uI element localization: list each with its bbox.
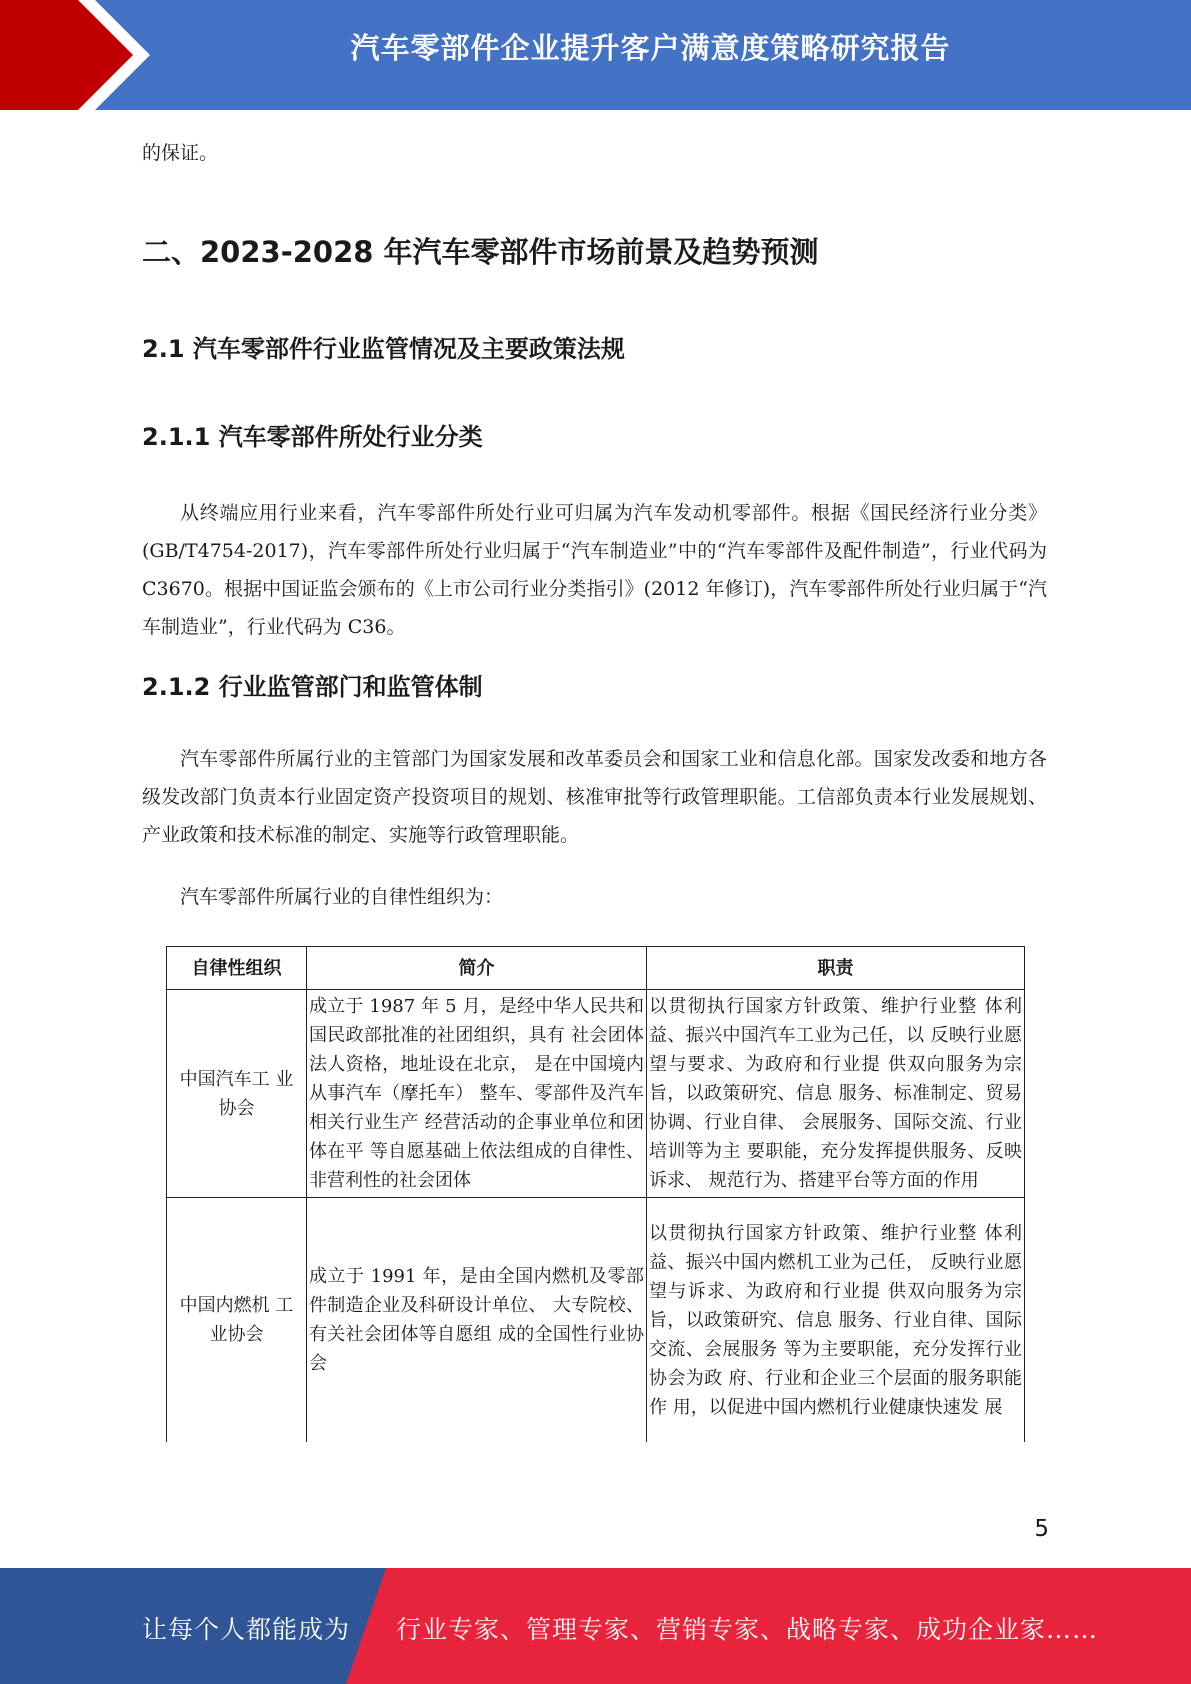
page-header bbox=[0, 0, 1191, 110]
table-row bbox=[167, 1198, 1025, 1443]
org-name-cell: 中国内燃机 工业协会 bbox=[167, 1198, 307, 1443]
footer-slogan-left: 让每个人都能成为 bbox=[142, 1615, 351, 1644]
self-regulatory-org-table bbox=[166, 946, 1025, 1442]
column-header-org: 自律性组织 bbox=[167, 947, 307, 990]
page-footer bbox=[0, 1568, 1191, 1684]
page-content bbox=[142, 134, 1047, 916]
org-name-cell: 中国汽车工 业协会 bbox=[167, 990, 307, 1198]
paragraph-regulation: 汽车零部件所属行业的主管部门为国家发展和改革委员会和国家工业和信息化部。国家发改委和地方各级发改部门负责本行业固定资产投资项目的规划、核准审批等行政管理职能。工信部负责本行业发展规划、产业政策和技术标准的制定、实施等行政管理职能。 bbox=[142, 748, 1047, 846]
org-duty-cell: 以贯彻执行国家方针政策、维护行业整 体利益、振兴中国汽车工业为己任，以 反映行业愿望与要求、为政府和行业提 供双向服务为宗旨，以政策研究、信息 服务、标准制定、贸易协调、行业自律、 会展服务、国际交流、行业培训等为主 要职能，充分发挥提供服务、反映诉求、 规范行为、搭建平台等方面的作用 bbox=[647, 990, 1025, 1198]
section-heading: 2.1 汽车零部件行业监管情况及主要政策法规 bbox=[142, 335, 625, 363]
continuation-text: 的保证。 bbox=[142, 142, 219, 164]
header-arrow-decoration bbox=[0, 0, 160, 110]
chapter-heading: 二、2023-2028 年汽车零部件市场前景及趋势预测 bbox=[142, 235, 819, 269]
column-header-intro: 简介 bbox=[307, 947, 647, 990]
table-row bbox=[167, 990, 1025, 1198]
footer-slogan-right: 行业专家、管理专家、营销专家、战略专家、成功企业家…… bbox=[396, 1615, 1099, 1644]
paragraph-classification: 从终端应用行业来看，汽车零部件所处行业可归属为汽车发动机零部件。根据《国民经济行业分类》(GB/T4754-2017)，汽车零部件所处行业归属于“汽车制造业”中的“汽车零部件及配件制造”，行业代码为 C3670。根据中国证监会颁布的《上市公司行业分类指引》(2012 年修订)，汽车零部件所处行业归属于“汽车制造业”，行业代码为 C36。 bbox=[142, 502, 1047, 638]
paragraph-self-regulatory-intro: 汽车零部件所属行业的自律性组织为： bbox=[180, 886, 504, 908]
report-title: 汽车零部件企业提升客户满意度策略研究报告 bbox=[350, 31, 951, 65]
column-header-duty: 职责 bbox=[647, 947, 1025, 990]
org-duty-cell: 以贯彻执行国家方针政策、维护行业整 体利益、振兴中国内燃机工业为己任， 反映行业愿望与诉求、为政府和行业提 供双向服务为宗旨，以政策研究、信息 服务、行业自律、国际交流、会展服务 等为主要职能，充分发挥行业协会为政 府、行业和企业三个层面的服务职能作 用，以促进中国内燃机行业健康快速发 展 bbox=[647, 1198, 1025, 1443]
table-header-row bbox=[167, 947, 1025, 990]
org-intro-cell: 成立于 1987 年 5 月，是经中华人民共和国民政部批准的社团组织，具有 社会团体法人资格，地址设在北京， 是在中国境内从事汽车（摩托车） 整车、零部件及汽车相关行业生产 经营活动的企事业单位和团体在平 等自愿基础上依法组成的自律性、 非营利性的社会团体 bbox=[307, 990, 647, 1198]
subsection-heading-regulation: 2.1.2 行业监管部门和监管体制 bbox=[142, 673, 483, 701]
subsection-heading-classification: 2.1.1 汽车零部件所处行业分类 bbox=[142, 423, 483, 451]
org-intro-cell: 成立于 1991 年，是由全国内燃机及零部件制造企业及科研设计单位、 大专院校、有关社会团体等自愿组 成的全国性行业协会 bbox=[307, 1198, 647, 1443]
page-number: 5 bbox=[1034, 1516, 1049, 1542]
